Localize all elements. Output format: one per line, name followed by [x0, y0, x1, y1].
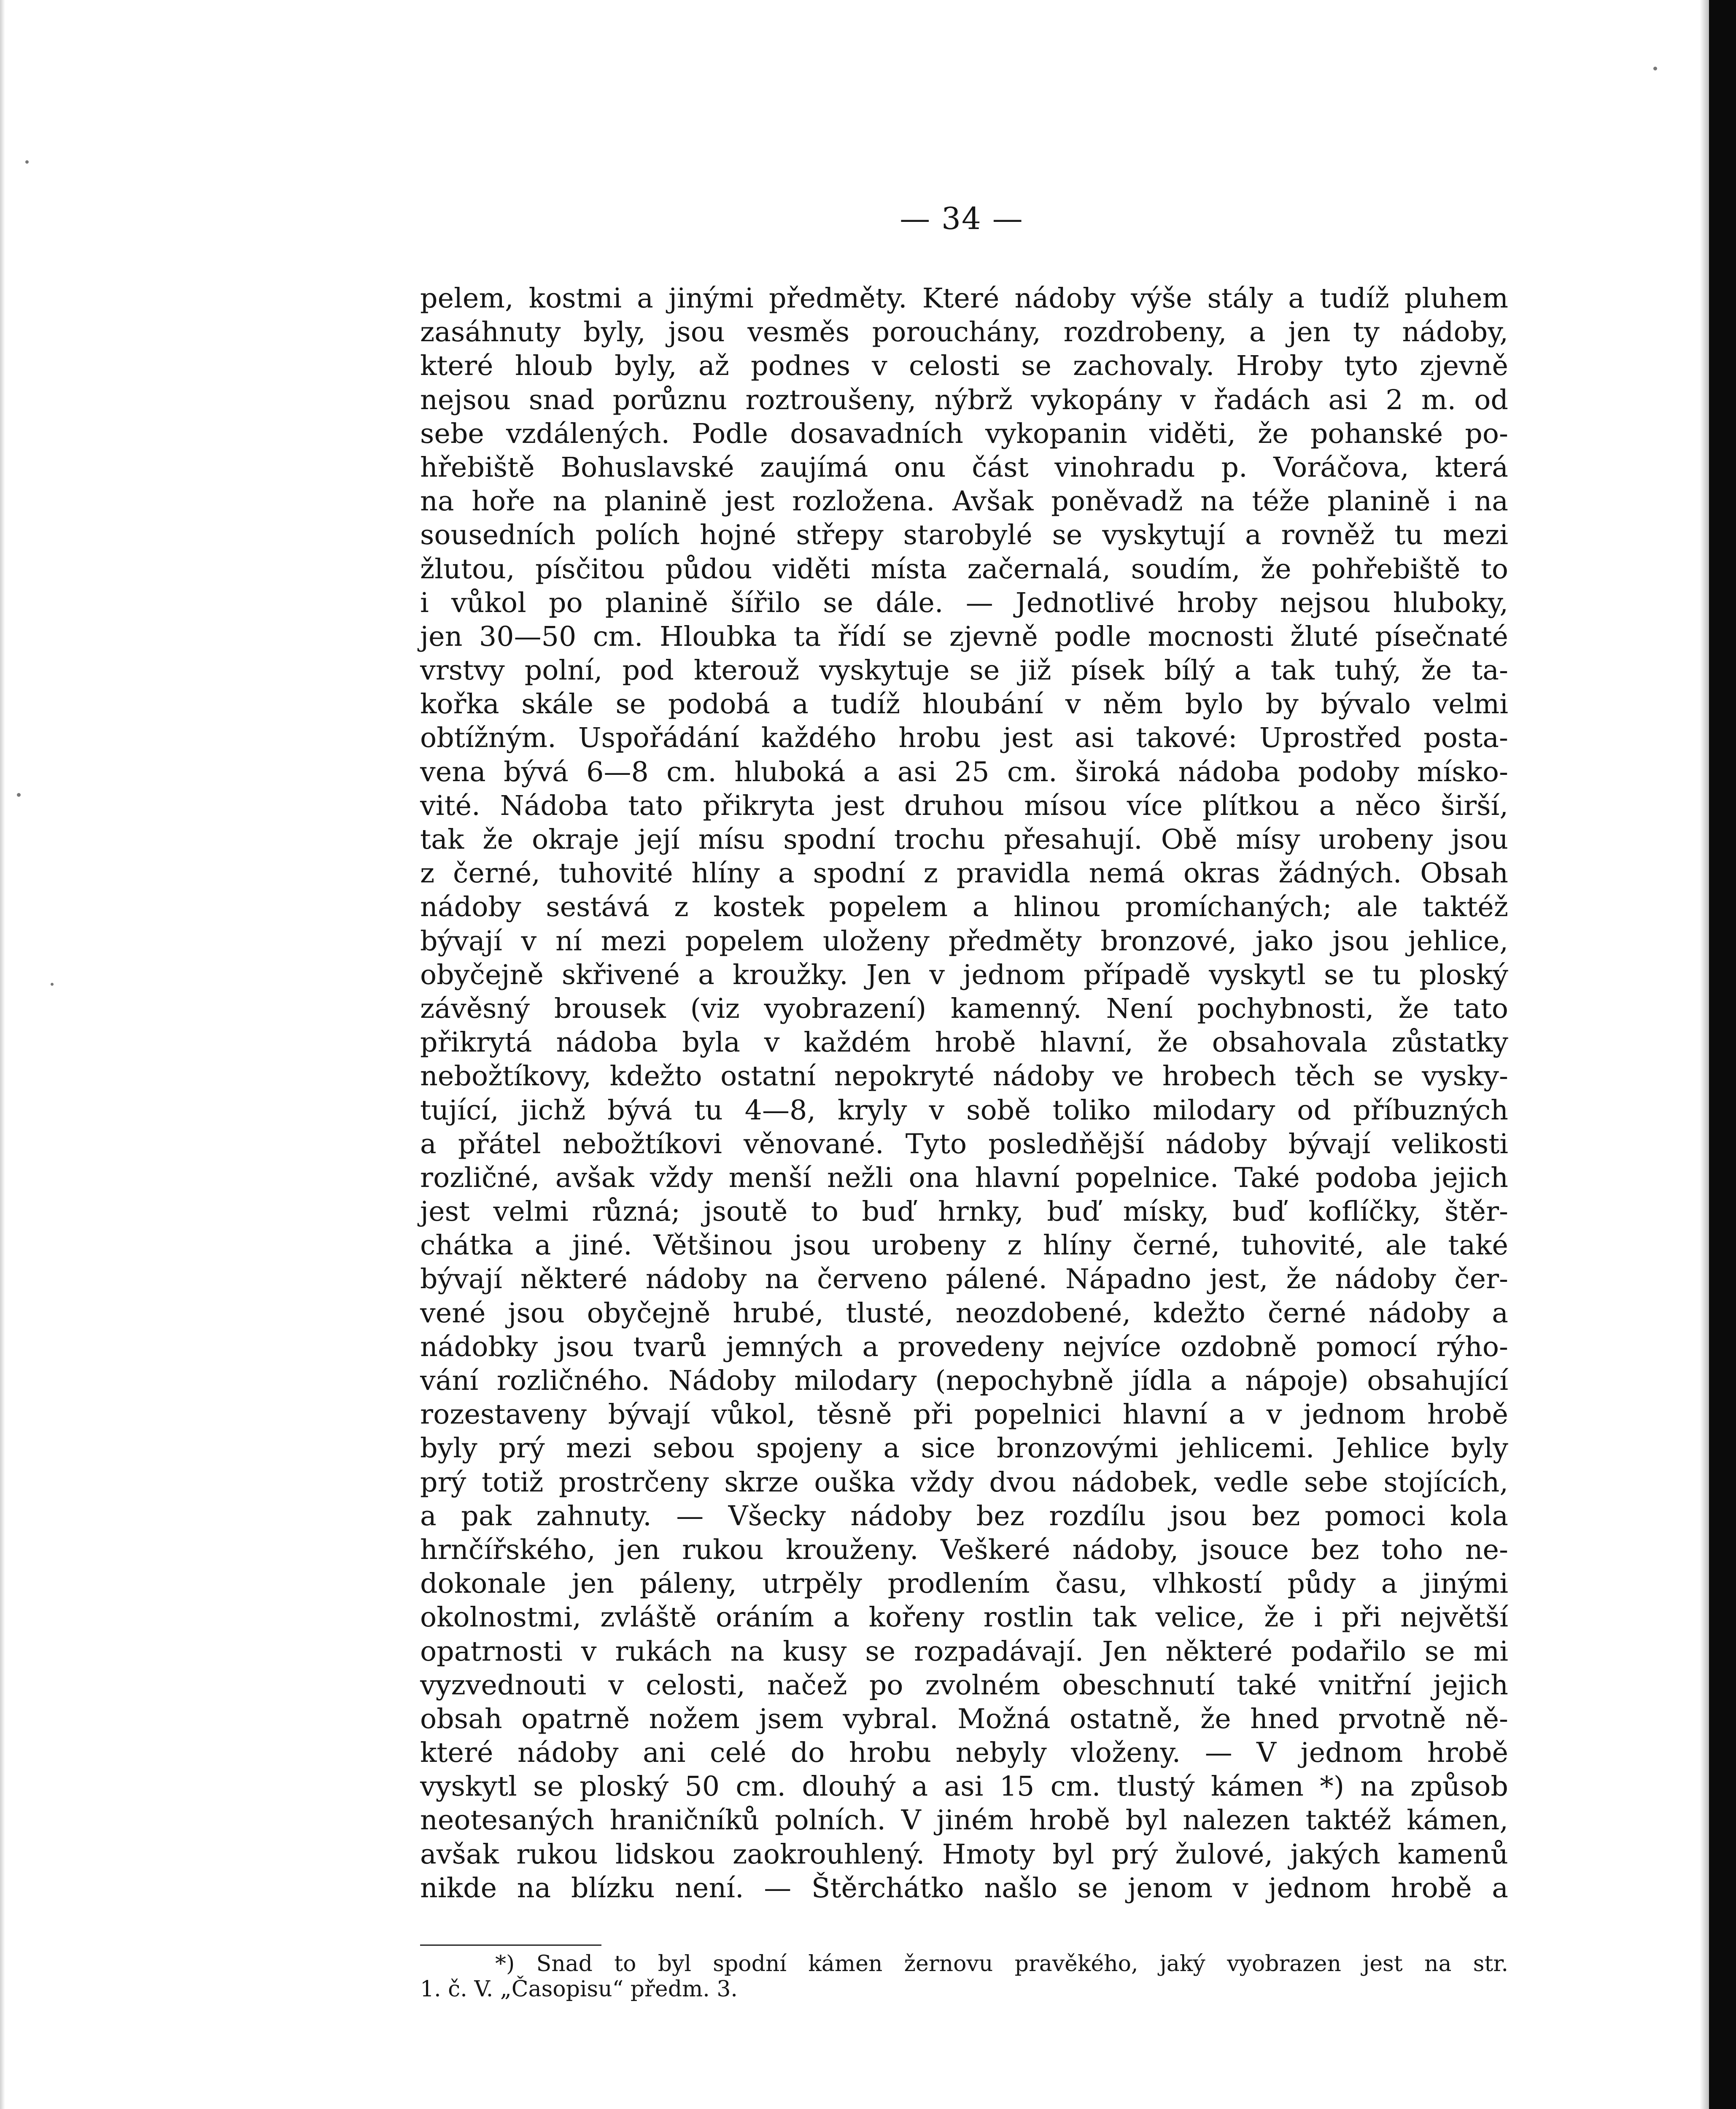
text-line: dokonale jen páleny, utrpěly prodlením času, vlhkostí půdy a jinými	[420, 1568, 1508, 1600]
text-line: které hloub byly, až podnes v celosti se zachovaly. Hroby tyto zjevně	[420, 350, 1508, 382]
text-line: tak že okraje její mísu spodní trochu přesahují. Obě mísy urobeny jsou	[420, 824, 1508, 855]
text-line: nádobky jsou tvarů jemných a provedeny nejvíce ozdobně pomocí rýho-	[420, 1331, 1508, 1363]
text-line: vrstvy polní, pod kterouž vyskytuje se již písek bílý a tak tuhý, že ta-	[420, 655, 1508, 687]
scan-edge-left	[0, 0, 5, 2109]
text-line: chátka a jiné. Většinou jsou urobeny z hlíny černé, tuhovité, ale také	[420, 1230, 1508, 1262]
text-line: sebe vzdálených. Podle dosavadních vykopanin viděti, že pohanské po-	[420, 418, 1508, 450]
text-line: které nádoby ani celé do hrobu nebyly vloženy. — V jednom hrobě	[420, 1737, 1508, 1769]
text-line: rozestaveny bývají vůkol, těsně při popelnici hlavní a v jednom hrobě	[420, 1399, 1508, 1431]
dust-speck	[51, 983, 54, 986]
text-line: neotesaných hraničníků polních. V jiném hrobě byl nalezen taktéž kámen,	[420, 1804, 1508, 1837]
text-line: jen 30—50 cm. Hloubka ta řídí se zjevně podle mocnosti žluté písečnaté	[420, 620, 1508, 653]
text-line: bývají některé nádoby na červeno pálené. Nápadno jest, že nádoby čer-	[420, 1263, 1508, 1295]
dust-speck	[1653, 67, 1657, 70]
text-line: vyskytl se ploský 50 cm. dlouhý a asi 15 cm. tlustý kámen *) na způsob	[420, 1771, 1508, 1803]
text-line: nejsou snad porůznu roztroušeny, nýbrž vykopány v řadách asi 2 m. od	[420, 384, 1508, 416]
text-line: pelem, kostmi a jinými předměty. Které nádoby výše stály a tudíž pluhem	[420, 283, 1508, 314]
dust-speck	[17, 793, 21, 797]
text-line: i vůkol po planině šířilo se dále. — Jednotlivé hroby nejsou hluboky,	[420, 587, 1508, 619]
text-line: rozličné, avšak vždy menší nežli ona hlavní popelnice. Také podoba jejich	[420, 1162, 1508, 1194]
text-line: prý totiž prostrčeny skrze ouška vždy dvou nádobek, vedle sebe stojících,	[420, 1466, 1508, 1498]
text-line: vyzvednouti v celosti, načež po zvolném obeschnutí také vnitřní jejich	[420, 1669, 1508, 1701]
text-line: bývají v ní mezi popelem uloženy předměty bronzové, jako jsou jehlice,	[420, 925, 1508, 957]
footnote-rule	[420, 1944, 601, 1946]
text-line: opatrnosti v rukách na kusy se rozpadávají. Jen některé podařilo se mi	[420, 1635, 1508, 1667]
text-line: byly prý mezi sebou spojeny a sice bronzovými jehlicemi. Jehlice byly	[420, 1432, 1508, 1464]
text-line: zasáhnuty byly, jsou vesměs porouchány, rozdrobeny, a jen ty nádoby,	[420, 316, 1508, 348]
text-line: přikrytá nádoba byla v každém hrobě hlavní, že obsahovala zůstatky	[420, 1027, 1508, 1059]
text-line: nádoby sestává z kostek popelem a hlinou promíchaných; ale taktéž	[420, 891, 1508, 923]
text-line: nebožtíkovy, kdežto ostatní nepokryté nádoby ve hrobech těch se vysky-	[420, 1060, 1508, 1092]
text-line: na hoře na planině jest rozložena. Avšak poněvadž na téže planině i na	[420, 485, 1508, 518]
text-line: hrnčířského, jen rukou krouženy. Veškeré nádoby, jsouce bez toho ne-	[420, 1534, 1508, 1566]
text-line: z černé, tuhovité hlíny a spodní z pravidla nemá okras žádných. Obsah	[420, 858, 1508, 890]
text-line: jest velmi různá; jsoutě to buď hrnky, buď mísky, buď koflíčky, štěr-	[420, 1196, 1508, 1228]
text-line: závěsný brousek (viz vyobrazení) kamenný. Není pochybnosti, že tato	[420, 992, 1508, 1025]
scan-edge-shadow	[1700, 0, 1709, 2109]
footnote-line: 1. č. V. „Časopisu“ předm. 3.	[420, 1977, 738, 2002]
text-line: tující, jichž bývá tu 4—8, kryly v sobě toliko milodary od příbuzných	[420, 1094, 1508, 1126]
scan-edge-right	[1709, 0, 1736, 2109]
text-line: vání rozličného. Nádoby milodary (nepochybně jídla a nápoje) obsahující	[420, 1365, 1508, 1397]
text-line: vité. Nádoba tato přikryta jest druhou mísou více plítkou a něco širší,	[420, 790, 1508, 822]
text-line: nikde na blízku není. — Štěrchátko našlo se jenom v jednom hrobě a	[420, 1872, 1508, 1904]
text-line: vené jsou obyčejně hrubé, tlusté, neozdobené, kdežto černé nádoby a	[420, 1297, 1508, 1329]
text-line: kořka skále se podobá a tudíž hloubání v něm bylo by bývalo velmi	[420, 688, 1508, 720]
text-line: avšak rukou lidskou zaokrouhlený. Hmoty byl prý žulové, jakých kamenů	[420, 1838, 1508, 1870]
text-line: okolnostmi, zvláště oráním a kořeny rostlin tak velice, že i při největší	[420, 1602, 1508, 1634]
dust-speck	[25, 160, 29, 164]
text-line: a pak zahnuty. — Všecky nádoby bez rozdílu jsou bez pomoci kola	[420, 1500, 1508, 1532]
footnote	[420, 1951, 1508, 2002]
text-line: sousedních polích hojné střepy starobylé se vyskytují a rovněž tu mezi	[420, 519, 1508, 551]
footnote-line: *) Snad to byl spodní kámen žernovu pravěkého, jaký vyobrazen jest na str.	[495, 1951, 1508, 1977]
body-text	[420, 282, 1508, 1905]
text-line: a přátel nebožtíkovi věnované. Tyto posledňější nádoby bývají velikosti	[420, 1128, 1508, 1160]
text-line: obtížným. Uspořádání každého hrobu jest asi takové: Uprostřed posta-	[420, 722, 1508, 754]
text-line: obyčejně skřivené a kroužky. Jen v jednom případě vyskytl se tu ploský	[420, 959, 1508, 991]
text-line: žlutou, písčitou půdou viděti místa začernalá, soudím, že pohřebiště to	[420, 553, 1508, 585]
text-line: obsah opatrně nožem jsem vybral. Možná ostatně, že hned prvotně ně-	[420, 1703, 1508, 1735]
page-number: — 34 —	[900, 201, 1024, 236]
text-line: hřebiště Bohuslavské zaujímá onu část vinohradu p. Voráčova, která	[420, 451, 1508, 483]
text-line: vena bývá 6—8 cm. hluboká a asi 25 cm. široká nádoba podoby mísko-	[420, 756, 1508, 788]
